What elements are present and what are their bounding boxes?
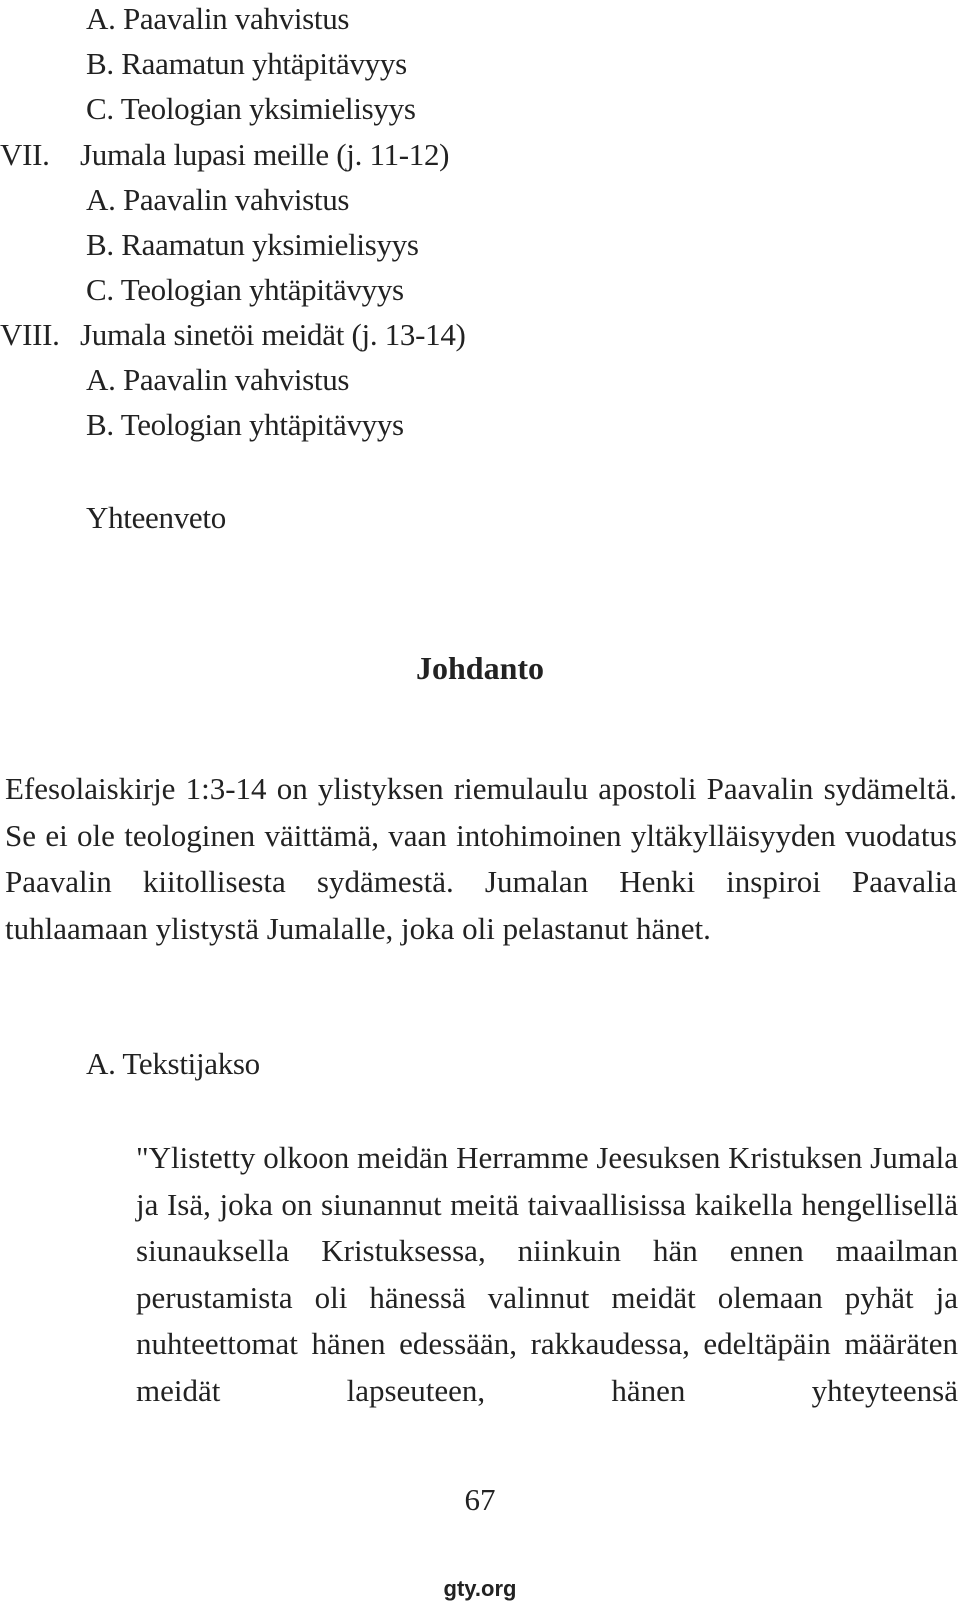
section-heading: Johdanto (415, 650, 545, 686)
outline-item: B. Teologian yhtäpitävyys (86, 407, 404, 442)
outline-item: C. Teologian yhtäpitävyys (86, 272, 404, 307)
scripture-quote-text: "Ylistetty olkoon meidän Herramme Jeesuksen Kristuksen Jumala ja Isä, joka on siunannut meitä taivaallisissa kaikella hengellisellä siunauksella Kristuksessa, niinkuin hän ennen maailman perustamista oli hänessä valinnut meidät olemaan pyhät ja nuhteettomat hänen edessään, rakkaudessa, edeltäpäin määräten meidät lapseuteen, hänen yhteyteensä (136, 1140, 958, 1408)
section-title: Jumala sinetöi meidät (j. 13-14) (80, 317, 466, 352)
section-numeral: VIII. (0, 317, 60, 352)
outline-section-vii (0, 133, 449, 177)
watermark: gty.org (443, 1576, 517, 1601)
outline-item: A. Paavalin vahvistus (86, 1, 350, 36)
subsection-title: A. Tekstijakso (86, 1046, 260, 1081)
scripture-quote (136, 1135, 958, 1414)
intro-paragraph (5, 766, 957, 952)
outline-item: B. Raamatun yksimielisyys (86, 227, 419, 262)
outline-section-viii (0, 313, 466, 357)
outline-item: A. Paavalin vahvistus (86, 362, 350, 397)
intro-paragraph-text: Efesolaiskirje 1:3-14 on ylistyksen riemulaulu apostoli Paavalin sydämeltä. Se ei ole teologinen väittämä, vaan intohimoinen yltäkylläisyyden vuodatus Paavalin kiitollisesta sydämestä. Jumalan Henki inspiroi Paavalia tuhlaamaan ylistystä Jumalalle, joka oli pelastanut hänet. (5, 771, 957, 946)
outline-item: B. Raamatun yhtäpitävyys (86, 46, 407, 81)
page-number: 67 (464, 1482, 496, 1517)
section-title: Jumala lupasi meille (j. 11-12) (80, 137, 450, 172)
section-numeral: VII. (0, 137, 50, 172)
outline-item: A. Paavalin vahvistus (86, 182, 350, 217)
outline-item: C. Teologian yksimielisyys (86, 91, 416, 126)
outline-summary: Yhteenveto (86, 500, 226, 535)
